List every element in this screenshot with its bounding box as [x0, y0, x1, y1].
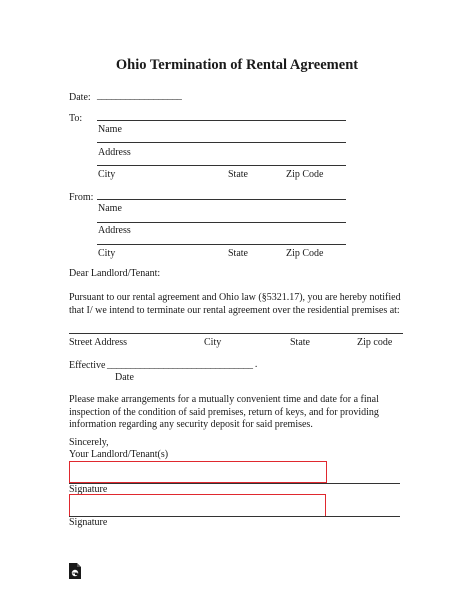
signature-field-1[interactable]	[69, 461, 327, 483]
eforms-logo-icon	[68, 563, 82, 580]
inspection-paragraph: Please make arrangements for a mutually convenient time and date for a final inspection of the condition of said premises, return of keys, and for providing information regarding any security deposit for said premises.	[69, 394, 379, 430]
to-line-top	[97, 120, 346, 121]
effective-date-field[interactable]: _______________________________ .	[107, 359, 258, 370]
from-address-field[interactable]	[97, 244, 346, 245]
salutation: Dear Landlord/Tenant:	[69, 268, 161, 279]
from-city-label: City	[98, 248, 116, 259]
notice-paragraph: Pursuant to our rental agreement and Ohio law (§5321.17), you are hereby notified that I/ we intend to terminate our rental agreement over the residential premises at:	[69, 292, 401, 316]
effective-date-caption: Date	[115, 372, 134, 383]
signature-label-1: Signature	[69, 484, 108, 495]
premises-city-label: City	[204, 337, 222, 348]
to-address-field[interactable]	[97, 165, 346, 166]
to-zip-label: Zip Code	[286, 169, 324, 180]
to-name-field[interactable]	[97, 142, 346, 143]
signature-line-2	[69, 516, 400, 517]
to-name-label: Name	[98, 124, 122, 135]
to-label: To:	[69, 113, 83, 124]
date-field[interactable]: __________________	[97, 90, 182, 101]
to-address-label: Address	[98, 147, 131, 158]
premises-state-label: State	[290, 337, 310, 348]
from-label: From:	[69, 192, 94, 203]
premises-address-field[interactable]	[69, 333, 403, 334]
from-line-top	[97, 199, 346, 200]
closing: Sincerely,	[69, 437, 109, 448]
from-address-label: Address	[98, 225, 131, 236]
to-state-label: State	[228, 169, 248, 180]
from-state-label: State	[228, 248, 248, 259]
from-zip-label: Zip Code	[286, 248, 324, 259]
signature-field-2[interactable]	[69, 494, 326, 517]
document-title: Ohio Termination of Rental Agreement	[115, 57, 359, 73]
from-name-label: Name	[98, 203, 122, 214]
premises-zip-label: Zip code	[357, 337, 393, 348]
premises-street-label: Street Address	[69, 337, 128, 348]
signature-line-1	[69, 483, 400, 484]
effective-label: Effective	[69, 360, 106, 371]
signature-label-2: Signature	[69, 517, 108, 528]
signer-label: Your Landlord/Tenant(s)	[69, 449, 169, 460]
to-city-label: City	[98, 169, 116, 180]
date-label: Date:	[69, 92, 91, 103]
from-name-field[interactable]	[97, 222, 346, 223]
